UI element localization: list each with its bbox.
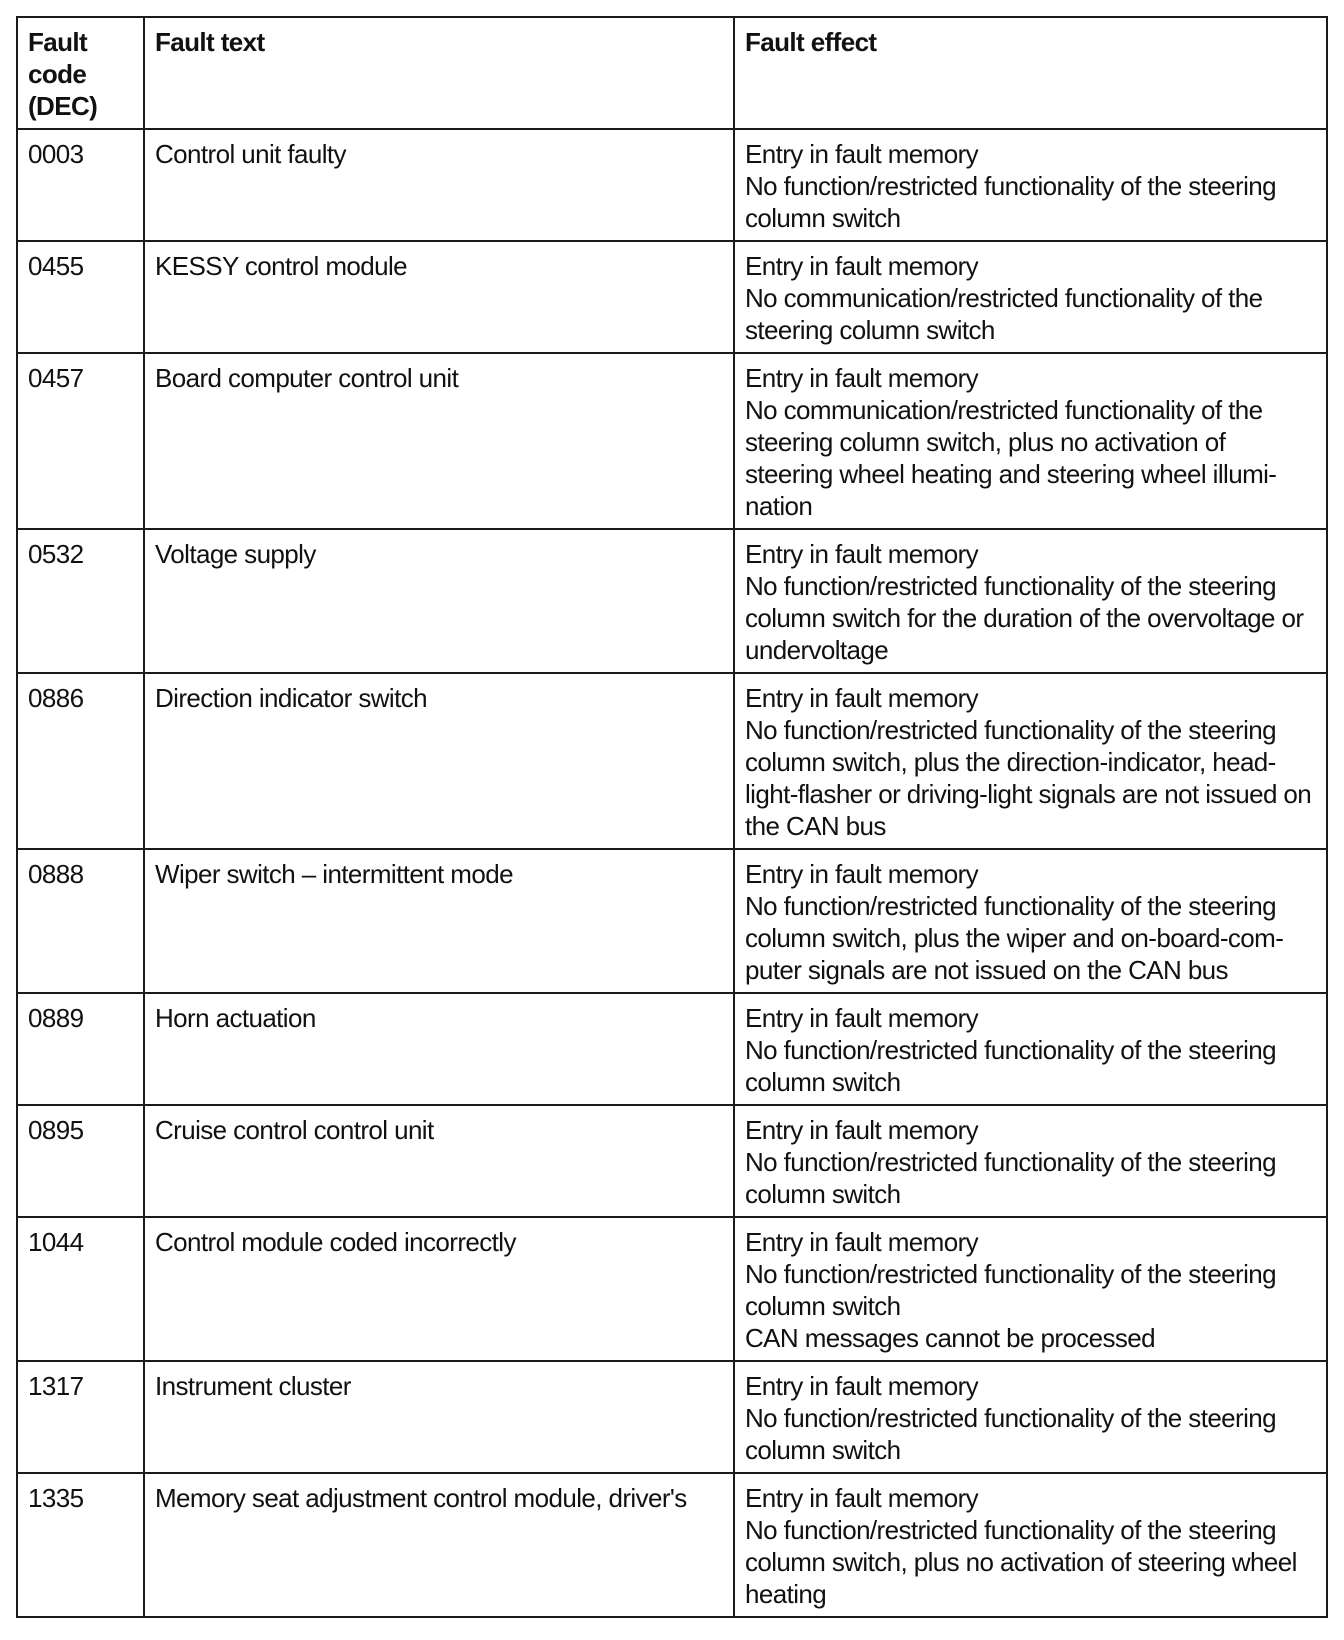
fault-text-cell: KESSY control module bbox=[144, 241, 734, 353]
fault-effect-cell bbox=[734, 1105, 1327, 1217]
fault-effect-line: Entry in fault memory bbox=[745, 539, 979, 569]
table-row bbox=[17, 1473, 1327, 1617]
fault-effect-line: CAN messages cannot be processed bbox=[745, 1323, 1156, 1353]
header-fault-text: Fault text bbox=[144, 17, 734, 129]
fault-effect-cell bbox=[734, 1473, 1327, 1617]
fault-text-cell: Memory seat adjustment control module, driver's bbox=[144, 1473, 734, 1617]
fault-code-cell: 0895 bbox=[17, 1105, 144, 1217]
header-fault-effect: Fault effect bbox=[734, 17, 1327, 129]
fault-effect-line: Entry in fault memory bbox=[745, 1003, 979, 1033]
fault-effect-line: Entry in fault memory bbox=[745, 363, 979, 393]
fault-effect-line: No function/restricted functionality of the steering column switch, plus no activation of steering wheel heating bbox=[745, 1515, 1297, 1609]
fault-effect-line: No function/restricted functionality of the steering column switch, plus the wiper and on-board-com-puter signals are not issued on the CAN bus bbox=[745, 891, 1284, 985]
fault-code-cell: 0003 bbox=[17, 129, 144, 241]
fault-effect-cell bbox=[734, 1361, 1327, 1473]
table-row bbox=[17, 849, 1327, 993]
fault-code-table bbox=[16, 16, 1328, 1618]
fault-effect-line: No function/restricted functionality of the steering column switch bbox=[745, 1147, 1276, 1209]
fault-effect-line: Entry in fault memory bbox=[745, 683, 979, 713]
fault-effect-line: No function/restricted functionality of the steering column switch bbox=[745, 1259, 1276, 1321]
table-row bbox=[17, 353, 1327, 529]
fault-code-cell: 0886 bbox=[17, 673, 144, 849]
fault-text-cell: Wiper switch – intermittent mode bbox=[144, 849, 734, 993]
fault-effect-line: Entry in fault memory bbox=[745, 1483, 979, 1513]
fault-effect-line: Entry in fault memory bbox=[745, 139, 979, 169]
fault-effect-line: Entry in fault memory bbox=[745, 859, 979, 889]
table-row bbox=[17, 1361, 1327, 1473]
fault-effect-cell bbox=[734, 129, 1327, 241]
fault-code-cell: 1044 bbox=[17, 1217, 144, 1361]
table-row bbox=[17, 993, 1327, 1105]
fault-code-cell: 1335 bbox=[17, 1473, 144, 1617]
header-row bbox=[17, 17, 1327, 129]
fault-effect-line: No function/restricted functionality of the steering column switch bbox=[745, 1403, 1276, 1465]
table-row bbox=[17, 529, 1327, 673]
table-body bbox=[17, 129, 1327, 1617]
table-row bbox=[17, 129, 1327, 241]
fault-code-cell: 0455 bbox=[17, 241, 144, 353]
fault-code-cell: 0888 bbox=[17, 849, 144, 993]
fault-text-cell: Control unit faulty bbox=[144, 129, 734, 241]
fault-effect-cell bbox=[734, 849, 1327, 993]
table-row bbox=[17, 1105, 1327, 1217]
fault-code-cell: 0889 bbox=[17, 993, 144, 1105]
fault-effect-line: No function/restricted functionality of the steering column switch bbox=[745, 171, 1276, 233]
fault-text-cell: Board computer control unit bbox=[144, 353, 734, 529]
fault-effect-line: No function/restricted functionality of the steering column switch bbox=[745, 1035, 1276, 1097]
fault-text-cell: Cruise control control unit bbox=[144, 1105, 734, 1217]
fault-text-cell: Instrument cluster bbox=[144, 1361, 734, 1473]
table-header bbox=[17, 17, 1327, 129]
table-row bbox=[17, 1217, 1327, 1361]
fault-code-cell: 0457 bbox=[17, 353, 144, 529]
fault-text-cell: Control module coded incorrectly bbox=[144, 1217, 734, 1361]
fault-effect-cell bbox=[734, 529, 1327, 673]
fault-effect-line: Entry in fault memory bbox=[745, 1371, 979, 1401]
fault-effect-line: No function/restricted functionality of the steering column switch for the duration of the overvoltage or undervoltage bbox=[745, 571, 1304, 665]
table-row bbox=[17, 673, 1327, 849]
fault-code-cell: 1317 bbox=[17, 1361, 144, 1473]
fault-effect-cell bbox=[734, 993, 1327, 1105]
header-fault-code: Fault code (DEC) bbox=[17, 17, 144, 129]
fault-effect-cell bbox=[734, 673, 1327, 849]
table-row bbox=[17, 241, 1327, 353]
fault-text-cell: Horn actuation bbox=[144, 993, 734, 1105]
fault-effect-line: Entry in fault memory bbox=[745, 1115, 979, 1145]
fault-text-cell: Direction indicator switch bbox=[144, 673, 734, 849]
fault-effect-cell bbox=[734, 1217, 1327, 1361]
fault-code-cell: 0532 bbox=[17, 529, 144, 673]
fault-effect-line: No communication/restricted functionality of the steering column switch, plus no activation of steering wheel heating and steering wheel illumi-nation bbox=[745, 395, 1277, 521]
fault-effect-line: No communication/restricted functionality of the steering column switch bbox=[745, 283, 1263, 345]
fault-effect-line: Entry in fault memory bbox=[745, 1227, 979, 1257]
fault-effect-cell bbox=[734, 353, 1327, 529]
fault-effect-line: Entry in fault memory bbox=[745, 251, 979, 281]
fault-effect-line: No function/restricted functionality of the steering column switch, plus the direction-indicator, head-light-flasher or driving-light signals are not issued on the CAN bus bbox=[745, 715, 1312, 841]
fault-text-cell: Voltage supply bbox=[144, 529, 734, 673]
fault-effect-cell bbox=[734, 241, 1327, 353]
